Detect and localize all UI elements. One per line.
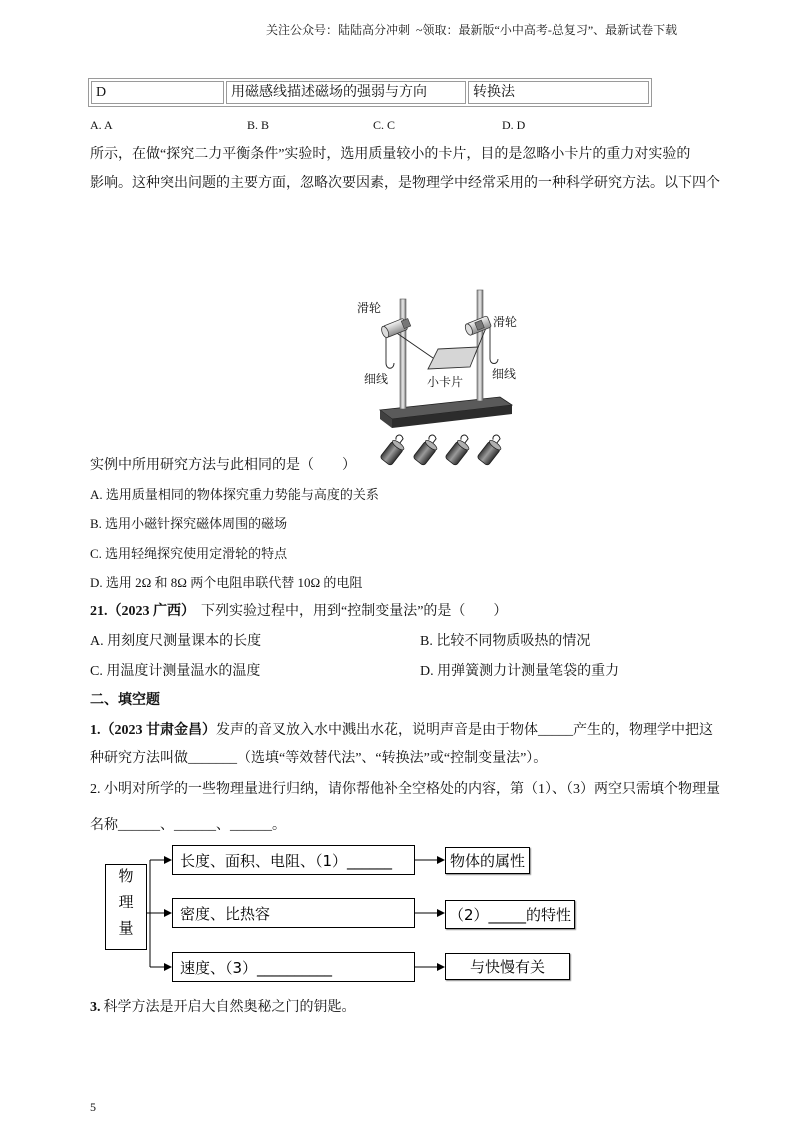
section-title-fill-in: 二、填空题	[90, 693, 160, 708]
prev-option-a: A. A	[90, 118, 113, 132]
left-stand-pole	[400, 299, 406, 409]
q20-stem-line-2: 影响。这种突出问题的主要方面，忽略次要因素，是物理学中经常采用的一种科学研究方法。以下四个	[90, 176, 720, 191]
right-stand-pole	[477, 290, 483, 401]
q21-stem	[90, 602, 507, 622]
table-cell-method: 转换法	[468, 81, 649, 104]
result-box-1	[445, 847, 530, 874]
page-number: 5	[90, 1100, 96, 1114]
pulley-right-label: 滑轮	[493, 315, 518, 329]
table-row	[91, 81, 649, 104]
result-box-2	[445, 900, 575, 929]
fill1-line-1	[90, 721, 713, 741]
q20-option-b: B. 选用小磁针探究磁体周围的磁场	[90, 516, 288, 531]
header-notice: 关注公众号：陆陆高分冲刺 ~领取：最新版“小中高考-总复习”、最新试卷下载	[266, 23, 678, 37]
card-label: 小卡片	[427, 375, 464, 389]
fill3-line	[90, 998, 356, 1018]
prev-option-c: C. C	[373, 118, 396, 132]
thread-left-label: 细线	[364, 372, 389, 386]
fill1-line-2: 种研究方法叫做_______（选填“等效替代法”、“转换法”或“控制变量法”）。	[90, 751, 548, 766]
root-label: 物理量	[116, 868, 135, 946]
fill2-line-1: 2. 小明对所学的一些物理量进行归纳，请你帮他补全空格处的内容，第（1）、（3）两空只需填个物理量	[90, 782, 720, 797]
fill2-line-2: 名称______、______、______。	[90, 818, 286, 833]
quantity-group-text-1: 长度、面积、电阻、（1）______	[180, 851, 393, 870]
q21-option-a: A. 用刻度尺测量课本的长度	[90, 634, 262, 649]
q20-option-d: D. 选用 2Ω 和 8Ω 两个电阻串联代替 10Ω 的电阻	[90, 575, 363, 590]
q21-option-d: D. 用弹簧测力计测量笔袋的重力	[420, 664, 620, 679]
left-pulley	[380, 317, 411, 339]
fill1-number-source: 1.（2023 甘肃金昌）	[90, 723, 216, 738]
quantity-group-text-2: 密度、比热容	[180, 904, 271, 923]
result-text-2: （2）_____的特性	[448, 906, 572, 924]
small-card	[428, 347, 478, 369]
q20-stem-line-3: 实例中所用研究方法与此相同的是（ ）	[90, 458, 356, 473]
q20-option-a: A. 选用质量相同的物体探究重力势能与高度的关系	[90, 487, 379, 502]
hook-weight	[413, 433, 443, 466]
table-cell-option: D	[91, 81, 224, 104]
result-text-3: 与快慢有关	[469, 958, 545, 976]
q20-option-c: C. 选用轻绳探究使用定滑轮的特点	[90, 546, 288, 561]
fill1-text-1: 发声的音叉放入水中溅出水花，说明声音是由于物体_____产生的，物理学中把这	[216, 723, 713, 738]
table-cell-example: 用磁感线描述磁场的强弱与方向	[226, 81, 466, 104]
quantity-group-box-2	[172, 898, 415, 928]
prev-option-d: D. D	[502, 118, 526, 132]
thread-right-label: 细线	[492, 367, 517, 381]
q21-option-b: B. 比较不同物质吸热的情况	[420, 634, 591, 649]
q21-option-c: C. 用温度计测量温水的温度	[90, 664, 261, 679]
pulley-left-label: 滑轮	[357, 301, 382, 315]
q21-number-source: 21.（2023 广西）	[90, 604, 195, 619]
fill3-number: 3.	[90, 1000, 101, 1015]
prev-option-b: B. B	[247, 118, 270, 132]
quantity-group-box-3	[172, 952, 415, 982]
hook-weight	[477, 433, 507, 466]
fill3-text: 科学方法是开启大自然奥秘之门的钥匙。	[103, 1000, 356, 1015]
two-force-balance-apparatus-figure	[350, 285, 520, 475]
result-text-1: 物体的属性	[449, 852, 525, 870]
method-table	[88, 78, 652, 107]
result-box-3	[445, 953, 570, 980]
physical-quantity-root-box	[105, 864, 147, 950]
hook-weight	[380, 433, 410, 466]
hook-weight	[445, 433, 475, 466]
quantity-group-text-3: 速度、（3）__________	[180, 958, 333, 977]
quantity-group-box-1	[172, 845, 415, 875]
q21-stem-text: 下列实验过程中，用到“控制变量法”的是（ ）	[201, 604, 508, 619]
q20-stem-line-1: 所示，在做“探究二力平衡条件”实验时，选用质量较小的卡片，目的是忽略小卡片的重力对实验的	[90, 147, 691, 162]
